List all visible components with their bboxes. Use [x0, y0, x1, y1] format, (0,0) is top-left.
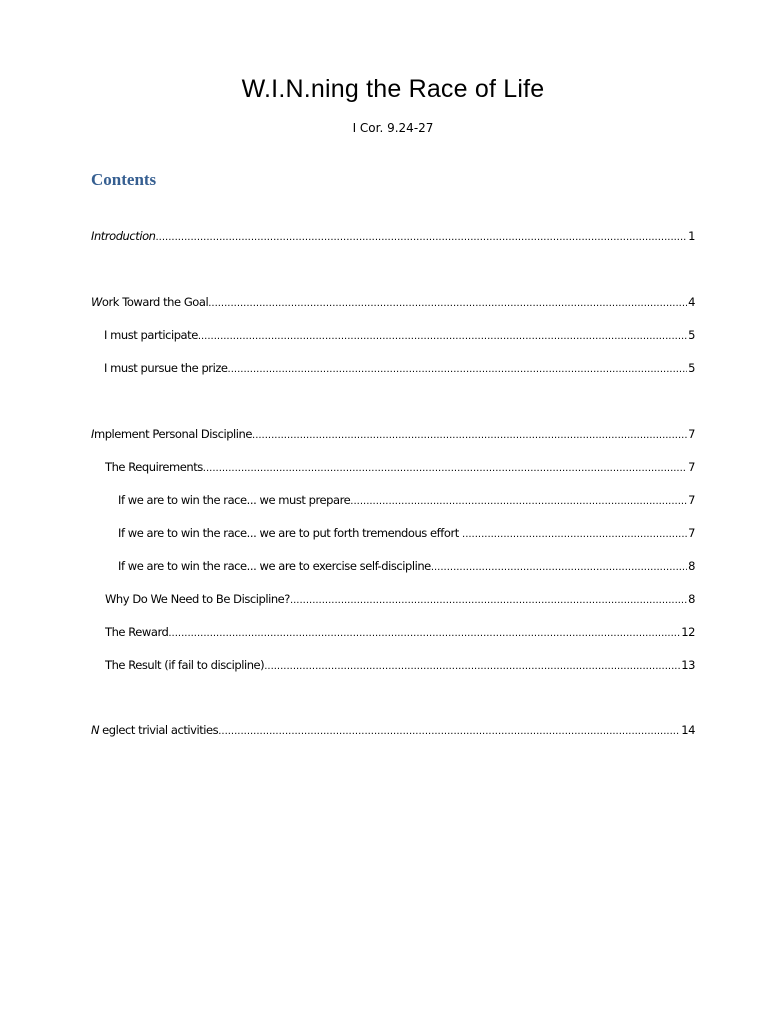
toc-leader-dots	[264, 659, 680, 673]
toc-entry-work-toward-the-goal[interactable]	[91, 294, 695, 310]
toc-entry-initial: I	[91, 427, 94, 441]
contents-heading: Contents	[91, 170, 157, 189]
toc-page-number: 5	[688, 361, 695, 375]
toc-leader-dots	[431, 560, 687, 574]
toc-leader-dots	[228, 362, 688, 376]
toc-entry-i-must-participate[interactable]	[104, 327, 695, 343]
toc-page-number: 1	[688, 229, 695, 243]
toc-leader-dots	[208, 296, 687, 310]
toc-entry-implement-personal-discipline[interactable]	[91, 426, 695, 442]
toc-entry-label: The Requirements	[105, 460, 203, 474]
toc-entry-the-reward[interactable]	[105, 624, 695, 640]
toc-page-number: 12	[681, 625, 695, 639]
toc-entry-label	[91, 294, 208, 310]
toc-leader-dots	[252, 428, 687, 442]
toc-leader-dots	[203, 461, 687, 475]
toc-leader-dots	[350, 494, 687, 508]
toc-entry-rest: eglect trivial activities	[102, 723, 219, 737]
toc-page-number: 8	[688, 592, 695, 606]
toc-leader-dots	[156, 230, 688, 244]
document-subtitle: I Cor. 9.24-27	[352, 121, 434, 135]
toc-entry-we-must-prepare[interactable]	[118, 492, 695, 508]
toc-page-number: 5	[688, 328, 695, 342]
toc-entry-initial: W	[91, 295, 102, 309]
toc-entry-label: I must participate	[104, 328, 198, 342]
toc-entry-label: If we are to win the race... we are to put forth tremendous effort	[118, 526, 463, 540]
document-title: W.I.N.ning the Race of Life	[241, 75, 545, 103]
toc-page-number: 4	[688, 295, 695, 309]
toc-entry-label	[91, 426, 252, 442]
toc-leader-dots	[218, 724, 680, 738]
toc-page-number: 13	[681, 658, 695, 672]
toc-entry-why-discipline[interactable]	[105, 591, 695, 607]
toc-page-number: 7	[688, 460, 695, 474]
toc-leader-dots	[168, 626, 680, 640]
toc-page-number: 14	[681, 723, 695, 737]
toc-entry-rest: mplement Personal Discipline	[93, 427, 253, 441]
toc-entry-label: If we are to win the race... we are to exercise self-discipline	[118, 559, 431, 573]
toc-entry-label	[91, 722, 218, 738]
toc-entry-i-must-pursue-the-prize[interactable]	[104, 360, 695, 376]
toc-entry-label: I must pursue the prize	[104, 361, 228, 375]
toc-page-number: 7	[688, 526, 695, 540]
toc-page-number: 8	[688, 559, 695, 573]
toc-leader-dots	[462, 527, 687, 541]
toc-entry-the-requirements[interactable]	[105, 459, 695, 475]
toc-entry-label: The Reward	[105, 625, 169, 639]
toc-entry-initial: N	[91, 723, 100, 737]
toc-leader-dots	[290, 593, 687, 607]
toc-page-number: 7	[688, 427, 695, 441]
toc-entry-label: Introduction	[91, 229, 156, 243]
toc-leader-dots	[198, 329, 687, 343]
toc-entry-tremendous-effort[interactable]	[118, 525, 695, 541]
toc-entry-neglect-trivial-activities[interactable]	[91, 722, 695, 738]
toc-entry-label: Why Do We Need to Be Discipline?	[105, 592, 290, 606]
toc-entry-label: The Result (if fail to discipline)	[105, 658, 265, 672]
toc-entry-rest: ork Toward the Goal	[101, 295, 209, 309]
toc-entry-introduction[interactable]	[91, 228, 695, 244]
toc-entry-label: If we are to win the race... we must prepare	[118, 493, 351, 507]
toc-entry-the-result[interactable]	[105, 657, 695, 673]
toc-entry-self-discipline[interactable]	[118, 558, 695, 574]
toc-page-number: 7	[688, 493, 695, 507]
